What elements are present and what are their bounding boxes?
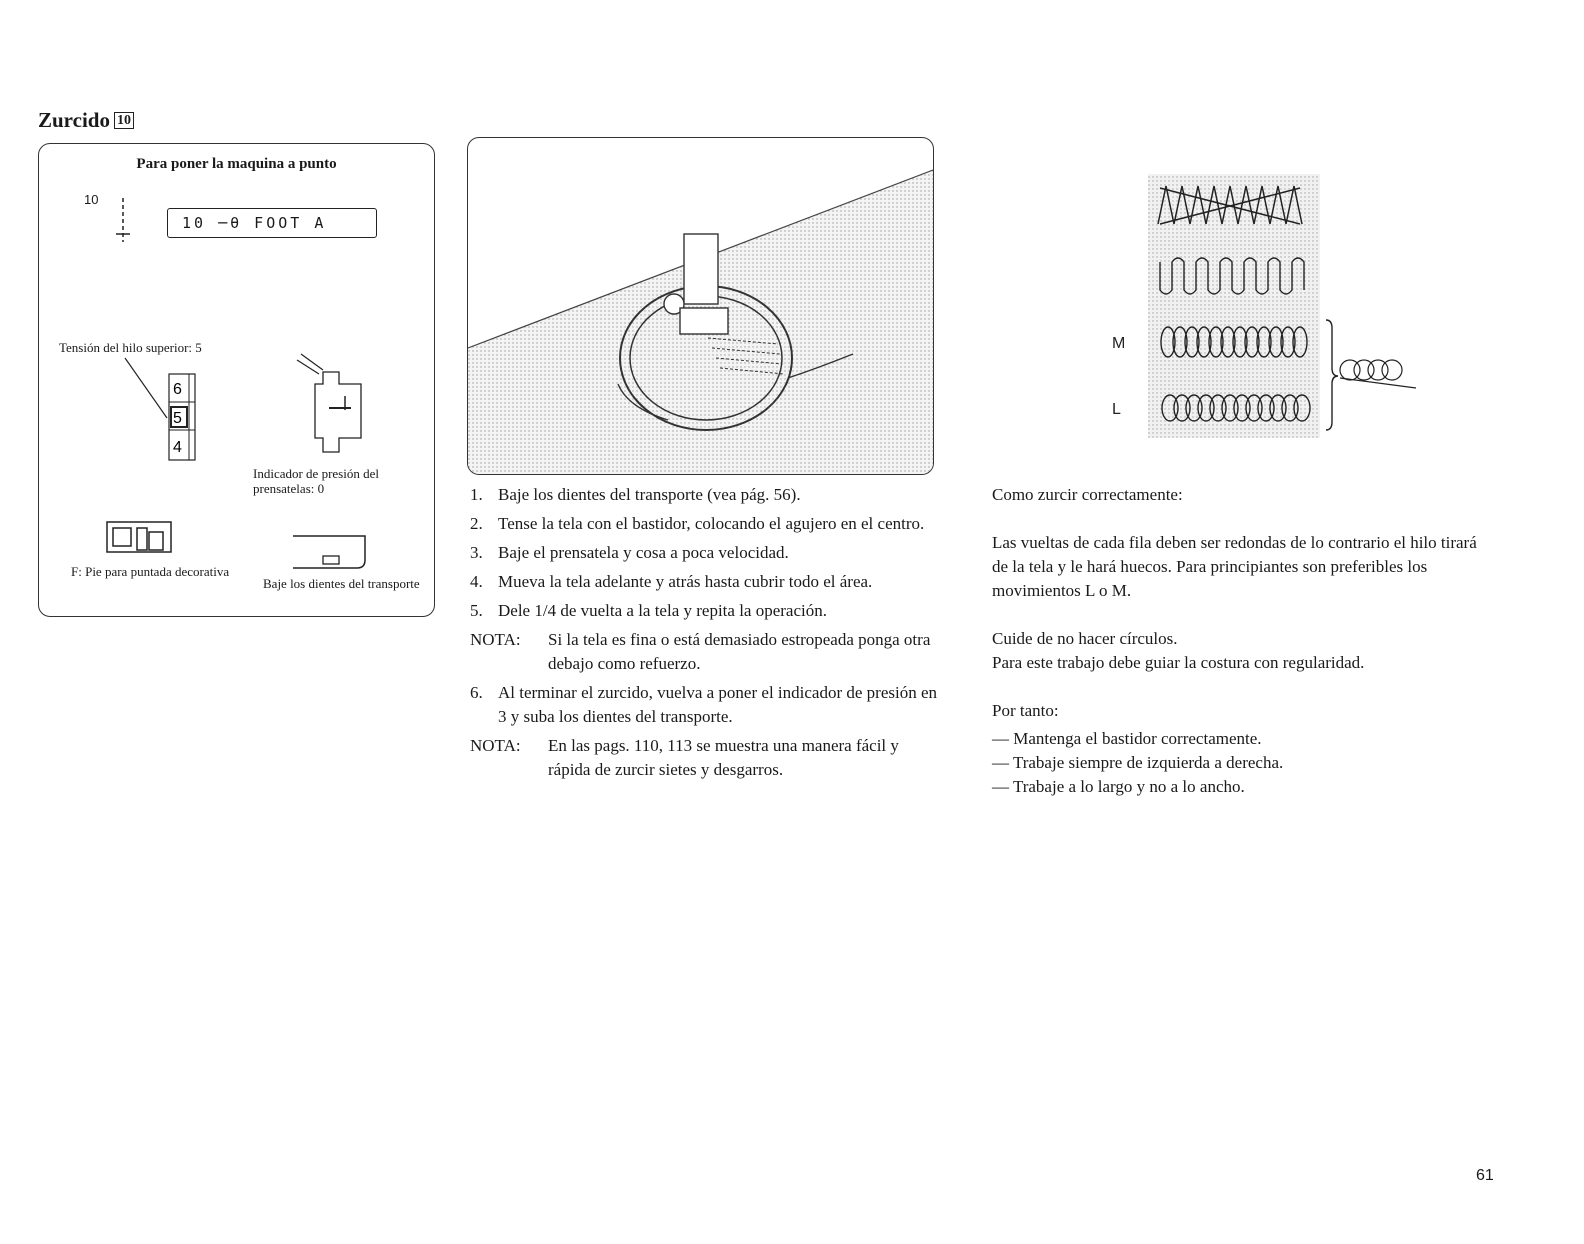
page-number: 61 (1476, 1167, 1494, 1184)
section-title-text: Zurcido (38, 108, 110, 132)
tension-label: Tensión del hilo superior: 5 (59, 340, 202, 355)
note-text: Si la tela es fina o está demasiado estropeada ponga otra debajo como refuerzo. (548, 630, 931, 673)
setup-panel-heading: Para poner la maquina a punto (136, 156, 337, 172)
tension-dial-icon (119, 356, 209, 466)
step-item (470, 681, 940, 729)
feed-dog-label: Baje los dientes del transporte (263, 576, 420, 591)
tips-line: Para este trabajo debe guiar la costura con regularidad. (992, 653, 1365, 672)
presser-foot-icon (105, 518, 177, 558)
list-item: — Mantenga el bastidor correctamente. (992, 729, 1262, 748)
note-text: En las pags. 110, 113 se muestra una manera fácil y rápida de zurcir sietes y desgarros. (548, 736, 899, 779)
list-item: — Trabaje siempre de izquierda a derecha. (992, 753, 1284, 772)
tips-paragraph-2 (992, 627, 1492, 675)
label-l: L (1112, 401, 1121, 418)
step-text: Tense la tela con el bastidor, colocando el agujero en el centro. (498, 514, 925, 533)
stitch-movement-diagram (1100, 172, 1430, 442)
instruction-steps (470, 483, 940, 787)
setup-panel (38, 143, 435, 617)
tips-list (992, 727, 1492, 799)
step-item (470, 541, 940, 565)
hoop-illustration (468, 138, 933, 474)
pressure-dial-icon (289, 350, 369, 460)
step-item (470, 570, 940, 594)
list-item: — Trabaje a lo largo y no a lo ancho. (992, 777, 1245, 796)
tension-value-selected: 5 (173, 410, 182, 427)
step-text: Al terminar el zurcido, vuelva a poner el indicador de presión en 3 y suba los dientes del transporte. (498, 683, 937, 726)
note-item (470, 628, 940, 676)
step-number: 3. (470, 543, 483, 562)
step-number: 2. (470, 514, 483, 533)
label-m: M (1112, 335, 1126, 352)
feed-dog-icon (289, 532, 369, 576)
tips-column (992, 483, 1492, 799)
foot-label: F: Pie para puntada decorativa (71, 564, 230, 579)
section-title (38, 108, 134, 133)
pattern-number-badge: 10 (114, 112, 134, 129)
note-item (470, 734, 940, 782)
note-label: NOTA: (470, 736, 521, 755)
step-text: Baje el prensatela y cosa a poca velocidad. (498, 543, 789, 562)
step-number: 1. (470, 485, 483, 504)
por-tanto-label: Por tanto: (992, 701, 1059, 720)
darning-illustration (467, 137, 934, 475)
step-item (470, 512, 940, 536)
tips-line: Cuide de no hacer círculos. (992, 629, 1178, 648)
step-item (470, 599, 940, 623)
step-number: 4. (470, 572, 483, 591)
lcd-display: 10 ─θ FOOT A (167, 208, 377, 238)
stitch-pattern-icon (113, 196, 133, 244)
tips-paragraph: Las vueltas de cada fila deben ser redondas de lo contrario el hilo tirará de la tela y le hará huecos. Para principiantes son preferibles los movimientos L o M. (992, 533, 1477, 600)
step-text: Dele 1/4 de vuelta a la tela y repita la operación. (498, 601, 827, 620)
step-number: 6. (470, 683, 483, 702)
step-text: Baje los dientes del transporte (vea pág. 56). (498, 485, 801, 504)
pressure-label: Indicador de presión del prensatelas: 0 (253, 466, 379, 496)
step-text: Mueva la tela adelante y atrás hasta cubrir todo el área. (498, 572, 873, 591)
tips-heading: Como zurcir correctamente: (992, 485, 1183, 504)
note-label: NOTA: (470, 630, 521, 649)
tension-value-top: 6 (173, 381, 182, 398)
step-number: 5. (470, 601, 483, 620)
stitch-number: 10 (84, 192, 99, 207)
tension-value-bottom: 4 (173, 439, 182, 456)
step-item (470, 483, 940, 507)
